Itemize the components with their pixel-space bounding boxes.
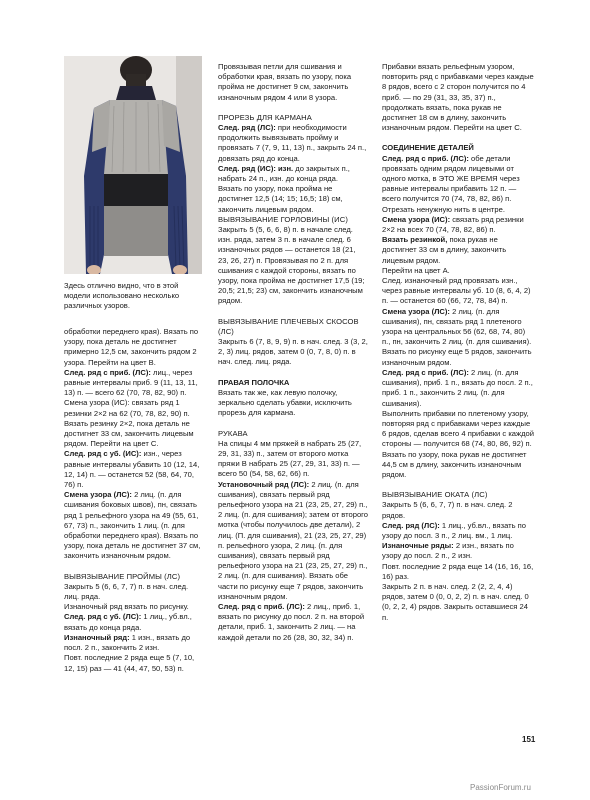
bold-run: След. ряд (ЛС): [218,123,276,133]
text-run: Выполнить прибавки по плетеному узору, повторяя ряд с прибавками через каждые 6 рядов, сделав всего 4 прибавки с каждой стороны — получится 68 (74, 80, 86, 92) п. Вязать по узору, пока рукав не достигнет 44,5 см в длину, закончить изнаночным рядом. [382,408,535,479]
text-run: Вязать так же, как левую полочку, зеркально сделать убавки, исключить прорезь для кармана. [218,387,352,418]
text-run: 2 лиц. (п. для сшивания), пн, связать ряд 1 плетеного узора на центральных 56 (62, 68, 74, 80) п., пн, закончить 2 лиц. (п. для сшивания). [382,306,532,347]
section-heading: ВЫВЯЗЫВАНИЕ ПЛЕЧЕВЫХ СКОСОВ (ЛС) [218,316,359,336]
paragraph [218,480,368,602]
section-heading: ПРАВАЯ ПОЛОЧКА [218,377,290,387]
paragraph [64,327,204,368]
text-run: обе детали провязать одним рядом лицевыми от одного мотка, в ЭТО ЖЕ ВРЕМЯ через равные интервалы прибавить 12 п. — всего получится 70 (74, 78, 82, 86) п. Отрезать ненужную нить в центре. [382,153,520,214]
bold-run: След. ряд (ЛС): [382,520,440,530]
text-run: Изнаночный ряд вязать по рисунку. [64,602,189,612]
section-heading: ВЫВЯЗЫВАНИЕ ПРОЙМЫ (ЛС) [64,571,181,581]
text-run: На спицы 4 мм пряжей в набрать 25 (27, 29, 31, 33) п., затем от второго мотка пряжи В набрать 25 (27, 29, 31, 33) п. — всего 50 (54, 58, 62, 66) п. [218,438,362,479]
paragraph [218,164,368,184]
text-run: 2 изн., вязать по узору до посл. 2 п., 2 изн. [382,541,514,561]
paragraph [382,409,534,480]
text-run: Повт. последние 2 ряда еще 5 (7, 10, 12, 15) раз — 41 (44, 47, 50, 53) п. [64,653,195,673]
text-run: Перейти на цвет А. [382,265,450,275]
paragraph [382,154,534,215]
paragraph [382,307,534,348]
text-run: изн., через равные интервалы убавить 10 (12, 14, 12, 14) п. — останется 52 (58, 64, 70, 76) п. [64,449,200,490]
text-run: 2 лиц. (п. для сшивания), связать первый ряд рельефного узора на 21 (23, 25, 27, 29) п., 2 лиц. (п. для сшивания); затем от второго мотка (чтобы получилось две детали), 2 лиц. (П. для сшивания), 21 (23, 25, 27, 29) п. рельефного узора, 2 лиц. (п. для сшивания), связать первый ряд рельефного узора на 21 (23, 25, 27, 29) п., 2 лиц. (п. для сшивания). Вязать обе части по рисунку еще 7 рядов, закончить изнаночным рядом. [218,479,369,601]
paragraph [382,562,534,582]
text-column-1 [64,327,204,674]
paragraph [218,62,368,103]
text-run: 1 лиц., уб.вл., вязать до конца ряда. [64,612,192,632]
paragraph [382,368,534,409]
paragraph [64,582,204,602]
watermark: PassionForum.ru [470,783,531,792]
bold-run: След. ряд с приб. (ЛС): [218,601,305,611]
bold-run: След. ряд с приб. (ЛС): [382,153,469,163]
text-run: при необходимости продолжить вывязывать пройму и провязать 7 (7, 9, 11, 13) п., закрыть 24 п., довязать ряд до конца. [218,123,367,163]
paragraph [218,225,368,307]
paragraph [382,266,534,276]
bold-run: Изнаночный ряд: [64,632,130,642]
paragraph [382,235,534,266]
text-run: обработки переднего края). Вязать по узору, пока деталь не достигнет примерно 12,5 см, закончить рядом 2 узора. Перейти на цвет В. [64,327,199,367]
paragraph [218,123,368,164]
paragraph [64,490,204,561]
text-run: Закрыть 5 (6, 6, 7, 7) п. в нач. след. 2 рядов. [382,500,513,520]
spacer [218,368,368,378]
paragraph [218,184,368,215]
spacer [382,133,534,143]
paragraph [64,633,204,653]
bold-run: Изнаночные ряды: [382,541,454,551]
paragraph [218,388,368,419]
text-run: Смена узора (ИС): связать ряд 1 резинки 2×2 на 62 (70, 78, 82, 90) п. Вязать резинку 2×2, пока деталь не достигнет 33 см, закончить лицевым рядом. Перейти на цвет С. [64,398,194,449]
section-heading: ВЫВЯЗЫВАНИЕ ГОРЛОВИНЫ (ИС) [218,214,348,224]
bold-run: След. ряд с приб. (ЛС): [64,367,151,377]
section-heading: СОЕДИНЕНИЕ ДЕТАЛЕЙ [382,143,474,153]
section-heading: ПРОРЕЗЬ ДЛЯ КАРМАНА [218,112,312,122]
photo-caption: Здесь отлично видно, что в этой модели использовано несколько различных узоров. [64,281,180,311]
text-run: Закрыть 6 (7, 8, 9, 9) п. в нач. след. 3 (3, 2, 2, 3) лиц. рядов, затем 0 (0, 7, 8, 0) п. в нач. след. лиц. ряда. [218,337,368,367]
bold-run: Вязать резинкой, [382,235,448,245]
paragraph [382,347,534,367]
text-run: 1 лиц., уб.вл., вязать по узору до посл. 3 п., 2 лиц. вм., 1 лиц. [382,520,527,540]
spacer [64,562,204,572]
text-run: 2 лиц. (п. для сшивания боковых швов), пн, связать ряд 1 рельефного узора на 49 (55, 61, 67, 73) п., закончить 1 лиц. (п. для обработки переднего края). Вязать по узору, пока деталь не достигнет 37 см, закончить изнаночным рядом. [64,490,201,561]
garment-photo [64,56,202,274]
text-run: След. изнаночный ряд провязать изн., через равные интервалы уб. 10 (8, 6, 4, 2) п. — останется 60 (66, 72, 78, 84) п. [382,276,531,306]
text-run: Закрыть 5 (5, 6, 6, 8) п. в начале след. изн. ряда, затем 3 п. в начале след. 6 изнаночных рядов — останется 18 (21, 23, 26, 27) п. Провязывая по 2 п. для сшивания с каждой стороны, вязать по узору, пока пройма не достигнет 17,5 (19; 20,5; 21,5; 23) см, закончить изнаночным рядом. [218,225,365,306]
paragraph [218,602,368,643]
spacer [218,103,368,113]
page-number: 151 [522,735,536,744]
text-run: до закрытых п., набрать 24 п., изн. до конца ряда. [218,163,350,184]
bold-run: Установочный ряд (ЛС): [218,479,310,489]
paragraph [382,521,534,541]
bold-run: Смена узора (ЛС): [382,306,450,316]
paragraph [382,500,534,520]
paragraph [64,449,204,490]
paragraph [64,398,204,449]
paragraph [64,653,204,673]
section-heading: ВЫВЯЗЫВАНИЕ ОКАТА (ЛС) [382,490,488,500]
bold-run: След. ряд с уб. (ИС): [64,449,142,459]
paragraph [382,541,534,561]
bold-run: След. ряд с уб. (ЛС): [64,612,142,622]
paragraph [382,215,534,235]
paragraph [218,337,368,368]
text-column-2 [218,62,368,643]
paragraph [218,439,368,480]
paragraph [64,368,204,399]
text-run: Закрыть 5 (6, 6, 7, 7) п. в нач. след. лиц. ряда. [64,581,189,602]
bold-run: След. ряд с приб. (ЛС): [382,367,469,377]
spacer [382,480,534,490]
bold-run: След. ряд (ИС): изн. [218,163,294,173]
spacer [218,419,368,429]
text-run: пока рукав не достигнет 33 см в длину, закончить лицевым рядом. [382,235,507,265]
text-run: 2 лиц. (п. для сшивания), приб. 1 п., вязать до посл. 2 п., приб. 1 п., закончить 2 лиц. (п. для сшивания). [382,367,533,408]
text-run: Вязать по узору, пока пройма не достигнет 12,5 (14; 15; 16,5; 18) см, закончить лицевым рядом. [218,184,343,214]
text-column-3 [382,62,534,623]
bold-run: Смена узора (ЛС): [64,490,132,500]
paragraph [382,276,534,307]
paragraph [382,62,534,133]
paragraph [64,602,204,612]
text-run: Закрыть 2 п. в нач. след. 2 (2, 2, 4, 4) рядов, затем 0 (0, 0, 2, 2) п. в нач. след. 0 (0, 2, 2, 4) рядов. Закрыть оставшиеся 24 п. [382,581,529,622]
sweater-back-illustration [64,56,202,274]
text-run: Прибавки вязать рельефным узором, повторить ряд с прибавками через каждые 8 рядов, всего с 2 сторон получится по 4 приб. — по 29 (31, 33, 35, 37) п., продолжать вязать, пока рукав не достигнет 18 см в длину, закончить изнаночным рядом. Перейти на цвет С. [382,62,534,133]
text-run: Провязывая петли для сшивания и обработки края, вязать по узору, пока пройма не достигнет 9 см, закончить изнаночным рядом 4 или 8 узора. [218,62,352,102]
text-run: 1 изн., вязать до посл. 2 п., закончить 2 изн. [64,632,191,653]
text-run: 2 лиц., приб. 1, вязать по рисунку до посл. 2 п. на второй детали, приб. 1, закончить 2 лиц. — на каждой детали по 26 (28, 30, 32, 34) п. [218,601,365,642]
paragraph [64,612,204,632]
text-run: Вязать по рисунку еще 5 рядов, закончить изнаночным рядом. [382,347,532,367]
paragraph [382,582,534,623]
text-run: лиц., через равные интервалы приб. 9 (11, 13, 11, 13) п. — всего 62 (70, 78, 82, 90) п. [64,367,198,398]
section-heading: РУКАВА [218,428,248,438]
bold-run: Смена узора (ИС): [382,214,451,224]
spacer [218,307,368,317]
text-run: связать ряд резинки 2×2 на всех 70 (74, 78, 82, 86) п. [382,214,524,235]
text-run: Повт. последние 2 ряда еще 14 (16, 16, 16, 16) раз. [382,561,534,581]
